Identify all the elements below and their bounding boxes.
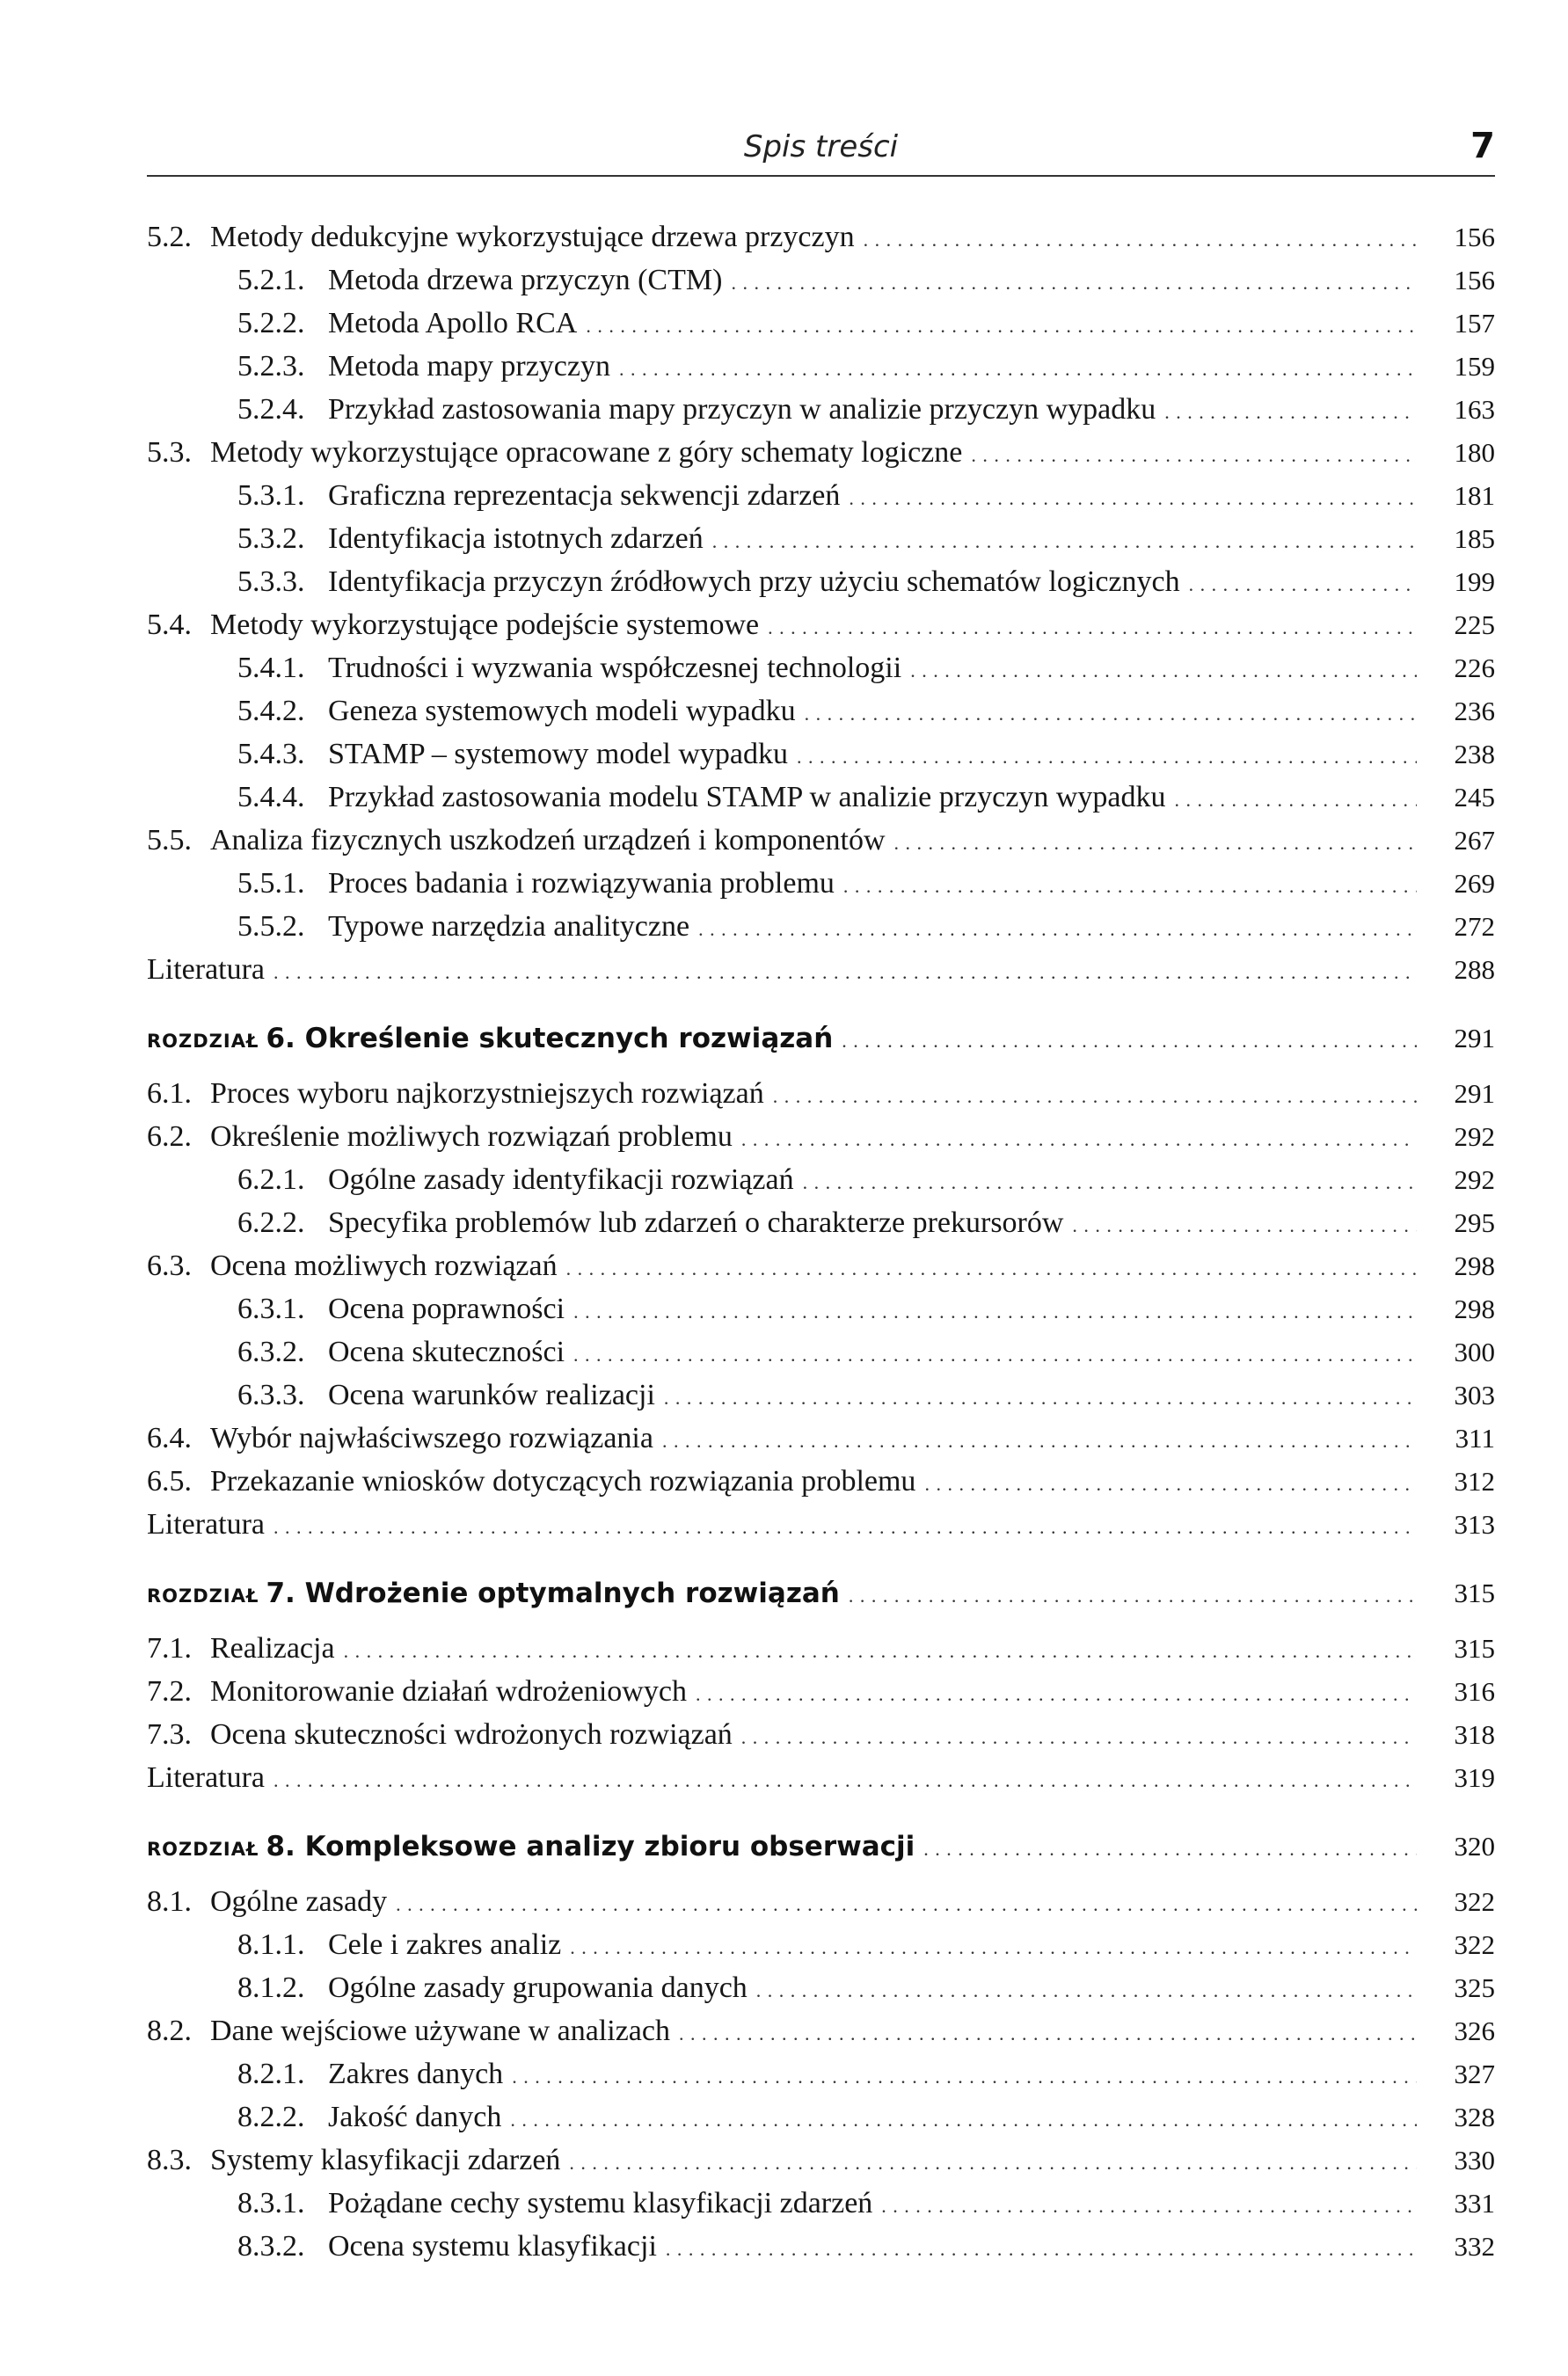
entry-text (147, 1072, 764, 1115)
entry-title: Ocena skuteczności wdrożonych rozwiązań (210, 1718, 733, 1751)
toc-entry[interactable] (147, 474, 1495, 517)
entry-number: 8.3.1. (237, 2187, 305, 2219)
entry-page: 298 (1454, 1250, 1495, 1281)
toc-entry-literature[interactable] (147, 948, 1495, 991)
dot-leader (396, 1883, 1417, 1926)
dot-leader (1164, 390, 1417, 434)
dot-leader (1072, 1204, 1417, 1247)
running-header (147, 128, 1495, 180)
entry-text (147, 948, 265, 991)
entry-page: 322 (1454, 1929, 1495, 1960)
entry-page: 315 (1454, 1633, 1495, 1664)
entry-page: 199 (1454, 566, 1495, 597)
toc-entry[interactable] (147, 560, 1495, 603)
toc-entry[interactable] (147, 1460, 1495, 1503)
entry-title: Ocena warunków realizacji (328, 1379, 655, 1411)
entry-title: Metoda drzewa przyczyn (CTM) (328, 264, 723, 296)
header-page-number: 7 (1470, 126, 1495, 166)
toc-entry[interactable] (147, 259, 1495, 302)
dot-leader (570, 1926, 1417, 1969)
entry-title: Metody wykorzystujące podejście systemowe (210, 609, 760, 641)
entry-text (237, 560, 1180, 603)
entry-number: 6.3.1. (237, 1293, 305, 1325)
entry-number: 5.3.1. (237, 479, 305, 512)
entry-title: Literatura (147, 1508, 266, 1541)
entry-text (147, 1503, 265, 1546)
entry-text (147, 1244, 558, 1287)
entry-text (147, 2009, 670, 2052)
entry-number: 6.3. (147, 1250, 192, 1282)
toc-entry[interactable] (147, 819, 1495, 862)
chapter-label: ROZDZIAŁ (147, 1031, 259, 1052)
toc-entry[interactable] (147, 603, 1495, 646)
entry-page: 327 (1454, 2059, 1495, 2089)
entry-text (237, 517, 704, 560)
entry-text (237, 1330, 565, 1374)
header-rule (147, 175, 1495, 177)
entry-page: 180 (1454, 437, 1495, 468)
entry-title: Proces wyboru najkorzystniejszych rozwiązań (210, 1077, 764, 1110)
dot-leader (679, 2012, 1417, 2055)
entry-number: 7.3. (147, 1718, 192, 1751)
entry-title: Jakość danych (328, 2101, 502, 2133)
dot-leader (849, 477, 1417, 520)
entry-number: 5.2.4. (237, 393, 305, 426)
entry-title: Systemy klasyfikacji zdarzeń (210, 2144, 561, 2176)
entry-number: 6.2.2. (237, 1206, 305, 1239)
entry-number: 5.5.1. (237, 867, 305, 900)
entry-text (147, 1880, 387, 1923)
entry-number: 8.2.1. (237, 2058, 305, 2090)
chapter-heading[interactable] (147, 1571, 1495, 1614)
toc-entry[interactable] (147, 1201, 1495, 1244)
entry-page: 163 (1454, 394, 1495, 425)
entry-page: 156 (1454, 222, 1495, 252)
dot-leader (586, 304, 1417, 347)
entry-text (237, 2052, 503, 2095)
dot-leader (864, 218, 1417, 261)
entry-text (237, 474, 840, 517)
entry-text (237, 1966, 748, 2009)
entry-page: 269 (1454, 868, 1495, 899)
toc-entry[interactable] (147, 1244, 1495, 1287)
dot-leader (512, 2055, 1417, 2098)
dot-leader (756, 1969, 1417, 2012)
dot-leader (1175, 778, 1418, 821)
entry-page: 330 (1454, 2145, 1495, 2176)
entry-page: 316 (1454, 1676, 1495, 1707)
entry-number: 5.4.4. (237, 781, 305, 813)
entry-title: Trudności i wyzwania współczesnej technologii (328, 652, 902, 684)
entry-number: 6.2.1. (237, 1163, 305, 1196)
chapter-title: 8. Kompleksowe analizy zbioru obserwacji (266, 1831, 915, 1862)
entry-page: 181 (1454, 480, 1495, 511)
entry-text (237, 1158, 794, 1201)
chapter-title: 6. Określenie skutecznych rozwiązań (266, 1023, 834, 1054)
entry-page: 291 (1454, 1078, 1495, 1109)
toc-entry[interactable] (147, 905, 1495, 948)
entry-page: 326 (1454, 2015, 1495, 2046)
entry-title: Wybór najwłaściwszego rozwiązania (210, 1422, 653, 1454)
entry-title: Analiza fizycznych uszkodzeń urządzeń i komponentów (210, 824, 886, 856)
entry-number: 6.2. (147, 1120, 192, 1153)
entry-text (237, 905, 689, 948)
toc-entry[interactable] (147, 1158, 1495, 1201)
dot-leader (273, 1505, 1417, 1549)
entry-title: Ocena możliwych rozwiązań (210, 1250, 558, 1282)
entry-page: 236 (1454, 696, 1495, 726)
entry-number: 5.4. (147, 609, 192, 641)
entry-title: Zakres danych (328, 2058, 504, 2090)
toc-entry[interactable] (147, 2225, 1495, 2268)
entry-number: 8.1.1. (237, 1928, 305, 1961)
entry-number: 5.2.2. (237, 307, 305, 339)
dot-leader (731, 261, 1417, 304)
dot-leader (910, 649, 1417, 692)
entry-title: Proces badania i rozwiązywania problemu (328, 867, 835, 900)
entry-title: Geneza systemowych modeli wypadku (328, 695, 796, 727)
entry-number: 6.3.3. (237, 1379, 305, 1411)
dot-leader (696, 1673, 1417, 1716)
entry-page: 159 (1454, 351, 1495, 382)
dot-leader (273, 951, 1417, 994)
entry-page: 238 (1454, 739, 1495, 769)
toc-entry[interactable] (147, 215, 1495, 259)
chapter-label: ROZDZIAŁ (147, 1585, 259, 1607)
entry-title: Metody dedukcyjne wykorzystujące drzewa przyczyn (210, 221, 855, 253)
entry-number: 7.1. (147, 1632, 192, 1665)
dot-leader (510, 2098, 1417, 2141)
toc-entry[interactable] (147, 1880, 1495, 1923)
entry-title: Metoda mapy przyczyn (328, 350, 610, 383)
toc-entry[interactable] (147, 1287, 1495, 1330)
entry-page: 292 (1454, 1164, 1495, 1195)
entry-number: 8.3. (147, 2144, 192, 2176)
toc-entry[interactable] (147, 1417, 1495, 1460)
entry-text (147, 1417, 653, 1460)
entry-title: STAMP – systemowy model wypadku (328, 738, 789, 770)
entry-page: 322 (1454, 1886, 1495, 1917)
entry-number: 8.2. (147, 2015, 192, 2047)
toc-entry[interactable] (147, 2095, 1495, 2139)
entry-page: 332 (1454, 2231, 1495, 2262)
entry-number: 5.4.2. (237, 695, 305, 727)
entry-text (237, 1374, 655, 1417)
entry-page: 313 (1454, 1509, 1495, 1540)
entry-text (237, 302, 577, 345)
entry-number: 5.5.2. (237, 910, 305, 943)
entry-text (147, 431, 962, 474)
entry-number: 6.1. (147, 1077, 192, 1110)
entry-number: 6.4. (147, 1422, 192, 1454)
chapter-title: 7. Wdrożenie optymalnych rozwiązań (266, 1578, 840, 1609)
entry-title: Ogólne zasady grupowania danych (328, 1971, 748, 2004)
toc-entry[interactable] (147, 646, 1495, 689)
toc-entry[interactable] (147, 1115, 1495, 1158)
entry-title: Typowe narzędzia analityczne (328, 910, 690, 943)
dot-leader (797, 735, 1417, 778)
entry-page: 267 (1454, 825, 1495, 856)
entry-number: 5.3. (147, 436, 192, 469)
entry-text (237, 2095, 501, 2139)
entry-number: 5.2. (147, 221, 192, 253)
entry-number: 5.3.2. (237, 522, 305, 555)
toc-entry-literature[interactable] (147, 1756, 1495, 1799)
entry-number: 5.5. (147, 824, 192, 856)
dot-leader (881, 2184, 1417, 2227)
entry-page: 288 (1454, 954, 1495, 985)
entry-title: Określenie możliwych rozwiązań problemu (210, 1120, 733, 1153)
entry-page: 298 (1454, 1294, 1495, 1324)
toc-entry[interactable] (147, 1072, 1495, 1115)
dot-leader (698, 907, 1417, 951)
entry-page: 157 (1454, 308, 1495, 339)
entry-text (237, 1923, 561, 1966)
entry-text (237, 776, 1166, 819)
entry-title: Ocena poprawności (328, 1293, 565, 1325)
entry-text (147, 1756, 265, 1799)
entry-title: Metody wykorzystujące opracowane z góry schematy logiczne (210, 436, 963, 469)
entry-title: Cele i zakres analiz (328, 1928, 562, 1961)
entry-page: 318 (1454, 1719, 1495, 1750)
dot-leader (923, 1827, 1417, 1870)
dot-leader (741, 1716, 1417, 1759)
dot-leader (843, 864, 1417, 907)
entry-page: 325 (1454, 1972, 1495, 2003)
entry-text (147, 819, 886, 862)
header-title: Spis treści (743, 129, 899, 164)
entry-text (147, 1115, 733, 1158)
entry-text (147, 603, 759, 646)
entry-number: 8.1. (147, 1885, 192, 1918)
entry-title: Monitorowanie działań wdrożeniowych (210, 1675, 687, 1708)
toc-entry-literature[interactable] (147, 1503, 1495, 1546)
toc-entry[interactable] (147, 517, 1495, 560)
entry-page: 185 (1454, 523, 1495, 554)
toc-entry[interactable] (147, 1330, 1495, 1374)
entry-number: 6.3.2. (237, 1336, 305, 1368)
dot-leader (662, 1419, 1417, 1462)
toc-entry[interactable] (147, 1627, 1495, 1670)
dot-leader (842, 1019, 1417, 1062)
entry-text (147, 1713, 733, 1756)
dot-leader (664, 1376, 1417, 1419)
toc-entry[interactable] (147, 862, 1495, 905)
entry-number: 5.4.1. (237, 652, 305, 684)
toc-entry[interactable] (147, 2052, 1495, 2095)
chapter-heading[interactable] (147, 1825, 1495, 1868)
entry-page: 292 (1454, 1121, 1495, 1152)
entry-title: Literatura (147, 1761, 266, 1794)
dot-leader (573, 1333, 1417, 1376)
entry-number: 8.1.2. (237, 1971, 305, 2004)
entry-page: 311 (1455, 1423, 1495, 1454)
entry-number: 5.4.3. (237, 738, 305, 770)
toc-entry[interactable] (147, 345, 1495, 388)
toc-entry[interactable] (147, 1923, 1495, 1966)
toc-entry[interactable] (147, 2182, 1495, 2225)
toc-entry[interactable] (147, 1374, 1495, 1417)
dot-leader (805, 692, 1417, 735)
dot-leader (619, 347, 1417, 390)
dot-leader (849, 1574, 1417, 1617)
entry-title: Przykład zastosowania mapy przyczyn w analizie przyczyn wypadku (328, 393, 1156, 426)
entry-text (237, 646, 901, 689)
entry-title: Ocena skuteczności (328, 1336, 565, 1368)
entry-page: 312 (1454, 1466, 1495, 1497)
entry-title: Dane wejściowe używane w analizach (210, 2015, 670, 2047)
entry-page: 156 (1454, 265, 1495, 295)
entry-page: 245 (1454, 782, 1495, 813)
toc-entry[interactable] (147, 732, 1495, 776)
entry-number: 5.2.1. (237, 264, 305, 296)
entry-text (147, 1627, 335, 1670)
entry-title: Przekazanie wniosków dotyczących rozwiązania problemu (210, 1465, 916, 1498)
entry-title: Specyfika problemów lub zdarzeń o charakterze prekursorów (328, 1206, 1064, 1239)
dot-leader (273, 1759, 1417, 1802)
entry-number: 8.3.2. (237, 2230, 305, 2263)
entry-title: Metoda Apollo RCA (328, 307, 578, 339)
entry-title: Ocena systemu klasyfikacji (328, 2230, 657, 2263)
entry-text (237, 259, 722, 302)
entry-text (147, 1670, 687, 1713)
entry-page: 226 (1454, 652, 1495, 683)
dot-leader (1189, 563, 1417, 606)
dot-leader (741, 1118, 1417, 1161)
dot-leader (573, 1290, 1417, 1333)
entry-page: 272 (1454, 911, 1495, 942)
entry-title: Ogólne zasady identyfikacji rozwiązań (328, 1163, 794, 1196)
entry-text (237, 732, 788, 776)
entry-text (237, 345, 610, 388)
entry-text (237, 2182, 872, 2225)
dot-leader (773, 1075, 1417, 1118)
entry-text (237, 2225, 657, 2268)
toc-entry[interactable] (147, 776, 1495, 819)
entry-text (237, 1201, 1063, 1244)
toc-entry[interactable] (147, 431, 1495, 474)
entry-number: 8.2.2. (237, 2101, 305, 2133)
dot-leader (803, 1161, 1417, 1204)
dot-leader (768, 606, 1417, 649)
toc-entry[interactable] (147, 388, 1495, 431)
chapter-page: 291 (1454, 1023, 1495, 1053)
entry-number: 5.3.3. (237, 565, 305, 598)
toc-entry[interactable] (147, 689, 1495, 732)
entry-page: 331 (1454, 2188, 1495, 2219)
entry-page: 319 (1454, 1762, 1495, 1793)
table-of-contents (147, 215, 1495, 2268)
chapter-page: 320 (1454, 1831, 1495, 1862)
entry-title: Ogólne zasady (210, 1885, 388, 1918)
entry-title: Graficzna reprezentacja sekwencji zdarzeń (328, 479, 841, 512)
entry-title: Identyfikacja przyczyn źródłowych przy użyciu schematów logicznych (328, 565, 1180, 598)
dot-leader (924, 1462, 1417, 1505)
entry-title: Realizacja (210, 1632, 335, 1665)
entry-number: 5.2.3. (237, 350, 305, 383)
entry-number: 6.5. (147, 1465, 192, 1498)
chapter-heading[interactable] (147, 1017, 1495, 1060)
entry-page: 300 (1454, 1337, 1495, 1367)
dot-leader (712, 520, 1417, 563)
entry-number: 7.2. (147, 1675, 192, 1708)
toc-entry[interactable] (147, 2009, 1495, 2052)
toc-entry[interactable] (147, 1966, 1495, 2009)
entry-page: 303 (1454, 1380, 1495, 1410)
entry-text (147, 2139, 560, 2182)
dot-leader (971, 434, 1417, 477)
entry-text (237, 689, 796, 732)
entry-text (237, 1287, 565, 1330)
entry-text (237, 388, 1156, 431)
toc-entry[interactable] (147, 1670, 1495, 1713)
dot-leader (569, 2141, 1417, 2184)
entry-title: Identyfikacja istotnych zdarzeń (328, 522, 704, 555)
toc-entry[interactable] (147, 302, 1495, 345)
dot-leader (666, 2227, 1417, 2270)
entry-title: Pożądane cechy systemu klasyfikacji zdarzeń (328, 2187, 873, 2219)
entry-text (147, 1460, 915, 1503)
entry-page: 328 (1454, 2102, 1495, 2132)
entry-page: 225 (1454, 609, 1495, 640)
entry-text (237, 862, 835, 905)
entry-title: Literatura (147, 953, 266, 986)
dot-leader (344, 1629, 1417, 1673)
entry-page: 295 (1454, 1207, 1495, 1238)
dot-leader (894, 821, 1417, 864)
chapter-page: 315 (1454, 1578, 1495, 1608)
toc-entry[interactable] (147, 1713, 1495, 1756)
chapter-label: ROZDZIAŁ (147, 1839, 259, 1860)
entry-text (147, 215, 855, 259)
entry-title: Przykład zastosowania modelu STAMP w analizie przyczyn wypadku (328, 781, 1166, 813)
toc-entry[interactable] (147, 2139, 1495, 2182)
dot-leader (566, 1247, 1417, 1290)
